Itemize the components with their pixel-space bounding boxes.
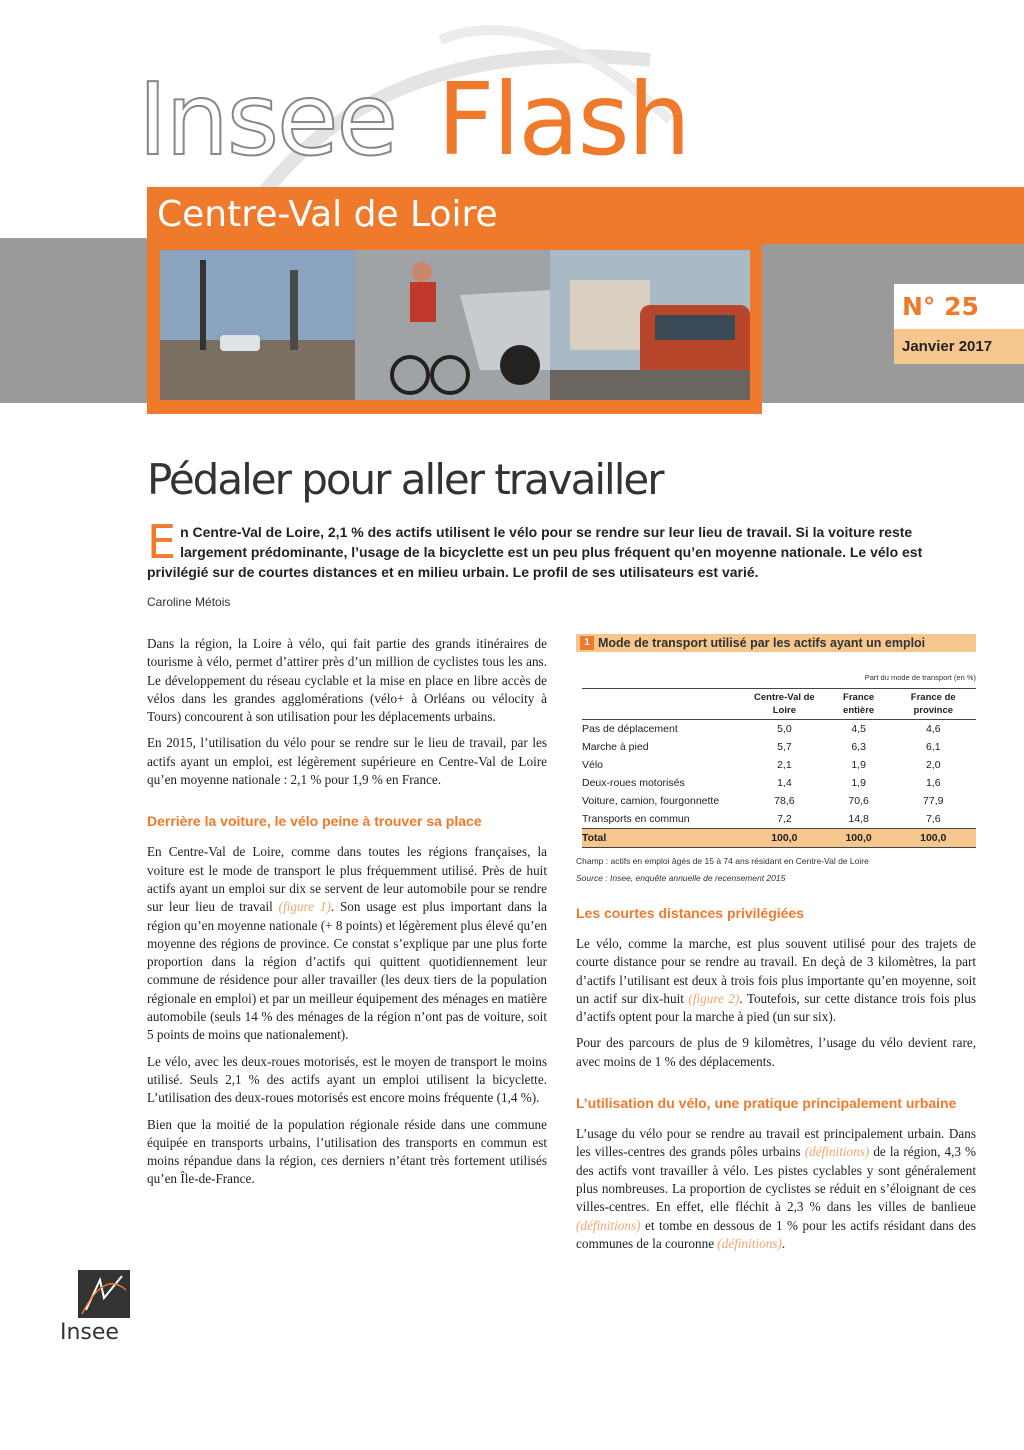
paragraph: Le vélo, avec les deux-roues motorisés, est le moyen de transport le moins utilisé. Seuls 2,1 % des actifs ayant un emploi utilisent la bicyclette. L’utilisation des deux-roues motorisés est encore moins fréquente (1,4 %). bbox=[147, 1053, 547, 1106]
insee-logo-text: Insee bbox=[60, 1320, 119, 1345]
cell: 70,6 bbox=[848, 795, 869, 807]
row-label: Voiture, camion, fourgonnette bbox=[582, 795, 720, 807]
cell: 78,6 bbox=[774, 795, 795, 807]
region-title: Centre-Val de Loire bbox=[157, 194, 498, 235]
brand-flash-text: Flash bbox=[437, 61, 690, 178]
table-header: Centre-Val de Loire bbox=[742, 689, 827, 720]
paragraph bbox=[576, 935, 976, 1026]
table-header: France entière bbox=[827, 689, 891, 720]
table-row bbox=[582, 792, 976, 810]
cell: 14,8 bbox=[848, 813, 869, 825]
figure-link[interactable]: (figure 1) bbox=[278, 899, 331, 915]
row-label: Total bbox=[582, 829, 742, 848]
paragraph-text: . Son usage est plus important dans la région qu’en moyenne nationale (+ 8 points) et légèrement plus élevé qu’en moyenne des régions de province. Ce constat s’explique par une plus forte proportion dans la région d’actifs qui quittent quotidiennement leur commune de résidence pour aller travailler (les deux tiers de la population régionale en emploi) et par un meilleur équipement des ménages en matière automobile (seuls 14 % des ménages de la région n’ont pas de voiture, soit 5 points de moins que nationalement). bbox=[147, 899, 548, 1043]
cell: 7,6 bbox=[925, 813, 941, 825]
figure-number: 1 bbox=[580, 636, 594, 650]
cell: 1,9 bbox=[851, 759, 866, 771]
section-heading: Derrière la voiture, le vélo peine à trouver sa place bbox=[147, 813, 482, 830]
lead-dropcap: E bbox=[147, 515, 177, 569]
paragraph-text: L’usage du vélo pour se rendre au travail est principalement urbain. Dans les villes-centres des grands pôles urbains bbox=[576, 1126, 976, 1160]
figure-source-note: Source : Insee, enquête annuelle de recensement 2015 bbox=[576, 873, 786, 883]
cell: 100,0 bbox=[891, 829, 977, 848]
table-row bbox=[582, 756, 976, 774]
paragraph: Bien que la moitié de la population régionale réside dans une commune équipée en transports urbains, l’utilisation des transports en commun est moins répandue dans la région, ces derniers n’étant très fortement utilisés qu’en Île-de-France. bbox=[147, 1116, 547, 1187]
table-row bbox=[582, 738, 976, 756]
paragraph bbox=[147, 843, 547, 1044]
figure-title: Mode de transport utilisé par les actifs ayant un emploi bbox=[598, 636, 926, 650]
insee-logo-mark bbox=[78, 1270, 130, 1318]
paragraph: Dans la région, la Loire à vélo, qui fait partie des grands itinéraires de tourisme à vélo, permet d’attirer près d’un million de cyclistes tous les ans. Le développement du réseau cyclable et la mise en place en libre accès de vélos dans les grandes agglomérations (vélo+ à Orléans ou vélocity à Tours) concourent à son utilisation pour les déplacements urbains. bbox=[147, 636, 547, 725]
header-photo-collage bbox=[160, 250, 750, 400]
table-row bbox=[582, 774, 976, 792]
cell: 6,1 bbox=[925, 741, 941, 753]
cell: 100,0 bbox=[742, 829, 827, 848]
lead-text: n Centre-Val de Loire, 2,1 % des actifs utilisent le vélo pour se rendre sur leur lieu de travail. Si la voiture reste largement prédominante, l’usage de la bicyclette est un peu plus fréquent qu’en moyenne nationale. Le vélo est privilégié sur de courtes distances et en milieu urbain. Le profil de ses utilisateurs est varié. bbox=[147, 524, 923, 580]
definitions-link[interactable]: (définitions) bbox=[576, 1217, 641, 1233]
cell: 5,7 bbox=[777, 741, 792, 753]
cell: 4,6 bbox=[925, 723, 941, 735]
author-name: Caroline Métois bbox=[147, 595, 231, 609]
row-label: Pas de déplacement bbox=[582, 723, 678, 735]
cell: 5,0 bbox=[777, 723, 792, 735]
table-header-empty bbox=[582, 689, 742, 720]
cell: 1,9 bbox=[851, 777, 866, 789]
cell: 7,2 bbox=[777, 813, 792, 825]
row-label: Vélo bbox=[582, 759, 604, 771]
paragraph-text: et tombe en dessous de 1 % pour les actifs résidant dans des communes de la couronne bbox=[576, 1217, 976, 1251]
paragraph-text: En Centre-Val de Loire, comme dans toutes les régions françaises, la voiture est le mode de transport le plus fréquemment utilisé. Près de huit actifs ayant un emploi sur dix se servent de leur automobile pour se rendre sur leur lieu de travail bbox=[147, 844, 547, 915]
table-row bbox=[582, 810, 976, 829]
cell: 4,5 bbox=[851, 723, 866, 735]
article-title: Pédaler pour aller travailler bbox=[147, 455, 663, 504]
table-total-row bbox=[582, 829, 976, 848]
left-column bbox=[147, 635, 547, 1197]
cell: 2,1 bbox=[777, 759, 792, 771]
definitions-link[interactable]: (définitions) bbox=[804, 1144, 870, 1160]
paragraph-text: . Toutefois, sur cette distance trois fois plus d’actifs optent pour la marche à pied (un sur six). bbox=[576, 990, 977, 1025]
figure-title-bar bbox=[576, 634, 976, 652]
row-label: Transports en commun bbox=[582, 813, 690, 825]
row-label: Deux-roues motorisés bbox=[582, 777, 685, 789]
article-lead bbox=[147, 515, 977, 582]
cell: 1,6 bbox=[925, 777, 941, 789]
data-table bbox=[582, 688, 976, 848]
table-header: France de province bbox=[891, 689, 977, 720]
paragraph-text: . bbox=[781, 1235, 786, 1251]
cell: 77,9 bbox=[923, 795, 944, 807]
definitions-link[interactable]: (définitions) bbox=[717, 1235, 782, 1251]
cell: 100,0 bbox=[827, 829, 891, 848]
paragraph-text: de la région, 4,3 % des actifs vont travailler à vélo. Les pistes cyclables y sont généralement plus nombreuses. La proportion de cyclistes se réduit en s’éloignant de ces villes-centres. En effet, elle fléchit à 2,3 % dans les villes de banlieue bbox=[576, 1144, 977, 1215]
cell: 2,0 bbox=[925, 759, 941, 771]
issue-date: Janvier 2017 bbox=[894, 329, 1024, 364]
section-heading: L’utilisation du vélo, une pratique principalement urbaine bbox=[576, 1095, 957, 1112]
figure-unit: Part du mode de transport (en %) bbox=[864, 673, 976, 682]
brand-insee-text: Insee bbox=[138, 61, 397, 178]
issue-number: N° 25 bbox=[894, 284, 1024, 329]
cell: 6,3 bbox=[851, 741, 866, 753]
paragraph-text: Le vélo, comme la marche, est plus souvent utilisé pour des trajets de courte distance pour se rendre au travail. En deçà de 3 kilomètres, la part d’actifs l’utilisant est deux à trois fois plus importante qu’en moyenne, soit un actif sur dix-huit bbox=[576, 936, 976, 1006]
paragraph bbox=[576, 1125, 976, 1253]
figure-link[interactable]: (figure 2) bbox=[688, 990, 740, 1006]
paragraph: En 2015, l’utilisation du vélo pour se rendre sur le lieu de travail, par les actifs ayant un emploi, est légèrement supérieure en Centre-Val de Loire qu’en moyenne nationale : 2,1 % pour 1,9 % en France. bbox=[147, 735, 547, 788]
table-row bbox=[582, 720, 976, 739]
right-column bbox=[576, 893, 976, 1261]
row-label: Marche à pied bbox=[582, 741, 649, 753]
cell: 1,4 bbox=[777, 777, 792, 789]
figure-champ-note: Champ : actifs en emploi âgés de 15 à 74 ans résidant en Centre-Val de Loire bbox=[576, 856, 869, 866]
section-heading: Les courtes distances privilégiées bbox=[576, 905, 804, 921]
paragraph: Pour des parcours de plus de 9 kilomètres, l’usage du vélo devient rare, avec moins de 1 % des déplacements. bbox=[576, 1035, 976, 1069]
insee-logo bbox=[60, 1270, 135, 1345]
